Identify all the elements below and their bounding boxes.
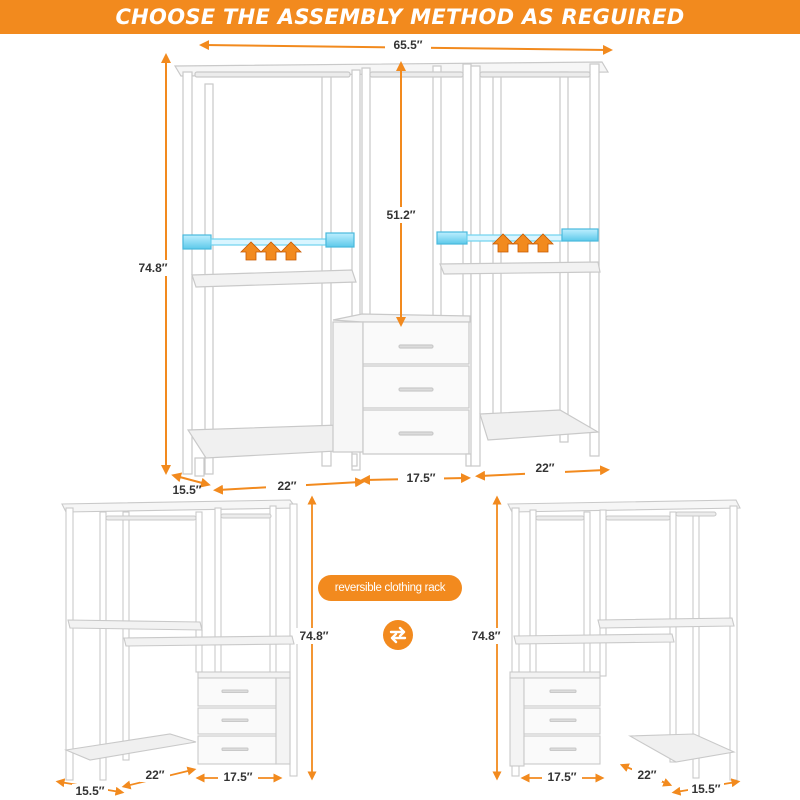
right-depth-label: 15.5″ — [691, 782, 721, 796]
middle-section-label: 17.5″ — [406, 471, 436, 485]
right-section-label: 22″ — [535, 461, 555, 475]
banner-title: CHOOSE THE ASSEMBLY METHOD AS REGUIRED — [115, 5, 685, 29]
left-corner-rack — [62, 500, 297, 780]
left-depth-label: 15.5″ — [75, 784, 105, 798]
right-drawer-label: 17.5″ — [547, 770, 577, 784]
depth-label: 15.5″ — [172, 483, 202, 497]
left-section-label: 22″ — [277, 479, 297, 493]
adjust-up-arrows-right — [493, 234, 553, 252]
inner-height-label: 51.2″ — [386, 208, 416, 222]
right-height-label: 74.8″ — [471, 629, 501, 643]
height-label: 74.8″ — [138, 261, 168, 275]
left-side-label: 22″ — [145, 768, 165, 782]
left-drawer-label: 17.5″ — [223, 770, 253, 784]
swap-arrows-icon — [383, 620, 413, 650]
adjust-up-arrows-left — [241, 242, 301, 260]
main-wardrobe-rack — [175, 62, 608, 476]
right-side-label: 22″ — [637, 768, 657, 782]
left-height-label: 74.8″ — [299, 629, 329, 643]
reversible-rack-pill: reversible clothing rack — [318, 575, 462, 601]
highlight-shelf-left-edge — [183, 235, 211, 249]
right-corner-rack — [508, 500, 740, 780]
width-label: 65.5″ — [393, 38, 423, 52]
